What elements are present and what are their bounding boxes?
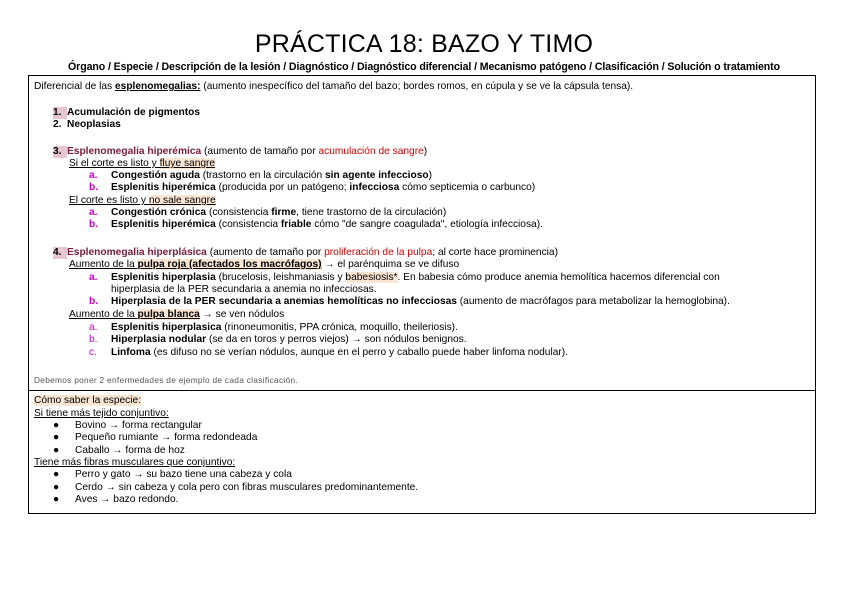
bullet-icon: ● xyxy=(53,494,60,505)
intro-line xyxy=(34,81,633,93)
list-item xyxy=(53,420,202,432)
item-number: 4. xyxy=(53,247,67,259)
item-text: (se da en toros y perros viejos) → son nódulos benignos. xyxy=(206,334,467,345)
item-term: Hiperplasia nodular xyxy=(111,334,207,345)
item-mark: a. xyxy=(89,207,98,218)
bullet-icon: ● xyxy=(53,469,60,480)
intro-post: (aumento inespecífico del tamaño del bazo; bordes romos, en cúpula y se ve la cápsula tensa). xyxy=(200,81,634,92)
page-subtitle: Órgano / Especie / Descripción de la lesión / Diagnóstico / Diagnóstico diferencial / Mecanismo patógeno / Clasificación / Solución o tratamiento xyxy=(68,61,780,73)
item-text: (consistencia xyxy=(215,219,281,230)
item-text: (es difuso no se verían nódulos, aunque en el perro y caballo puede haber linfoma nodular). xyxy=(150,347,569,358)
sub-highlight: pulpa roja (afectados los macrófagos) xyxy=(137,259,322,270)
list-item xyxy=(89,334,467,346)
heading-text: Cómo saber la especie: xyxy=(34,395,142,406)
bullet-icon: ● xyxy=(53,482,60,493)
sub-highlight: pulpa blanca xyxy=(137,309,200,320)
desc-text: (aumento de tamaño por xyxy=(201,146,319,157)
item-term: Congestión crónica xyxy=(111,207,207,218)
item-label: Acumulación de pigmentos xyxy=(67,107,201,118)
item-bold: friable xyxy=(280,219,312,230)
item-text: Pequeño rumiante → forma redondeada xyxy=(75,432,258,443)
item-bold: infecciosa xyxy=(349,182,400,193)
item-mark: a. xyxy=(89,322,98,333)
item-term: Esplenitis hiperplasia xyxy=(111,272,216,283)
species-box xyxy=(28,390,816,514)
section-title: Esplenomegalia hiperplásica xyxy=(67,247,207,258)
item-text: cómo "de sangre coagulada", etiología infecciosa). xyxy=(311,219,543,230)
item-number: 2. xyxy=(53,119,62,130)
item-highlight: babesiosis* xyxy=(345,272,398,283)
item-text: hiperplasia de la PER secundaria a anemia no infecciosas. xyxy=(111,284,377,295)
item-number: 3. xyxy=(53,146,67,158)
item-text: Caballo → forma de hoz xyxy=(75,445,185,456)
item-term: Esplenitis hiperémica xyxy=(111,182,216,193)
desc-text: ) xyxy=(423,146,428,157)
list-item xyxy=(53,482,418,494)
list-item xyxy=(89,207,446,219)
section-hyperplastic xyxy=(53,247,558,259)
item-text: (consistencia xyxy=(206,207,272,218)
list-item xyxy=(89,170,432,182)
list-item xyxy=(89,182,535,194)
species-heading xyxy=(34,395,141,407)
item-text: (rinoneumonitis, PPA crónica, moquillo, theileriosis). xyxy=(221,322,458,333)
sub-text: Si el corte es listo y xyxy=(69,158,160,169)
page-title: PRÁCTICA 18: BAZO Y TIMO xyxy=(254,30,594,58)
subheading-pulpa-roja xyxy=(69,259,459,271)
group-title: Tiene más fibras musculares que conjuntivo: xyxy=(34,457,236,468)
section-title: Esplenomegalia hiperémica xyxy=(67,146,202,157)
bullet-icon: ● xyxy=(53,420,60,431)
list-item xyxy=(53,445,185,457)
item-mark: b. xyxy=(89,219,99,230)
subheading-no-sale xyxy=(69,195,216,207)
sub-text: Aumento de la xyxy=(69,309,138,320)
list-item xyxy=(89,347,568,359)
group-title: Si tiene más tejido conjuntivo: xyxy=(34,408,169,419)
item-number: 1. xyxy=(53,107,67,119)
item-term: Linfoma xyxy=(111,347,151,358)
item-text: . En babesia cómo produce anemia hemolítica hacemos diferencial con xyxy=(397,272,720,283)
item-mark: b. xyxy=(89,182,99,193)
footnote: Debemos poner 2 enfermedades de ejemplo de cada clasificación. xyxy=(34,375,298,385)
list-item-continuation xyxy=(111,284,377,296)
item-text: (trastorno en la circulación xyxy=(199,170,325,181)
list-item xyxy=(89,219,543,231)
desc-text: ; al corte hace prominencia) xyxy=(432,247,558,258)
item-bold: firme xyxy=(271,207,297,218)
item-text: Perro y gato → su bazo tiene una cabeza y cola xyxy=(75,469,292,480)
intro-pre: Diferencial de las xyxy=(34,81,115,92)
list-item xyxy=(53,469,292,481)
intro-term: esplenomegalias: xyxy=(114,81,201,92)
subheading-pulpa-blanca xyxy=(69,309,284,321)
differential-box xyxy=(28,75,816,391)
list-item xyxy=(53,119,121,131)
sub-highlight: fluye sangre xyxy=(159,158,216,169)
desc-text: (aumento de tamaño por xyxy=(206,247,325,258)
list-item xyxy=(89,322,458,334)
item-text: Bovino → forma rectangular xyxy=(75,420,202,431)
item-text: Cerdo → sin cabeza y cola pero con fibras musculares predominantemente. xyxy=(75,482,419,493)
item-mark: c. xyxy=(89,347,97,358)
section-hyperemic xyxy=(53,146,427,158)
item-text: ) xyxy=(428,170,433,181)
sub-text: El corte es listo y xyxy=(69,195,149,206)
item-mark: a. xyxy=(89,170,98,181)
item-text: (producida por un patógeno; xyxy=(215,182,350,193)
sub-text: → el parénquima se ve difuso xyxy=(321,259,460,270)
item-term: Hiperplasia de la PER secundaria a anemias hemolíticas no infecciosas xyxy=(111,296,457,307)
item-text: Aves → bazo redondo. xyxy=(75,494,179,505)
item-bold: sin agente infeccioso xyxy=(325,170,429,181)
sub-text: Aumento de la xyxy=(69,259,138,270)
list-item xyxy=(89,272,720,284)
list-item xyxy=(53,432,257,444)
list-item xyxy=(89,296,730,308)
desc-highlight: acumulación de sangre xyxy=(318,146,424,157)
item-mark: b. xyxy=(89,296,99,307)
item-text: , tiene trastorno de la circulación) xyxy=(296,207,447,218)
item-term: Esplenitis hiperplasica xyxy=(111,322,222,333)
desc-highlight: proliferación de la pulpa xyxy=(324,247,433,258)
sub-highlight: no sale sangre xyxy=(148,195,216,206)
item-text: (aumento de macrófagos para metabolizar la hemoglobina). xyxy=(456,296,730,307)
item-text: (brucelosis, leishmaniasis y xyxy=(215,272,346,283)
item-label: Neoplasias xyxy=(67,119,121,130)
bullet-icon: ● xyxy=(53,445,60,456)
list-item xyxy=(53,107,200,119)
sub-text: → se ven nódulos xyxy=(199,309,285,320)
subheading-fluye xyxy=(69,158,215,170)
list-item xyxy=(53,494,178,506)
item-mark: a. xyxy=(89,272,98,283)
item-text: cómo septicemia o carbunco) xyxy=(399,182,536,193)
item-term: Congestión aguda xyxy=(111,170,200,181)
item-term: Esplenitis hiperémica xyxy=(111,219,216,230)
item-mark: b. xyxy=(89,334,98,345)
bullet-icon: ● xyxy=(53,432,60,443)
